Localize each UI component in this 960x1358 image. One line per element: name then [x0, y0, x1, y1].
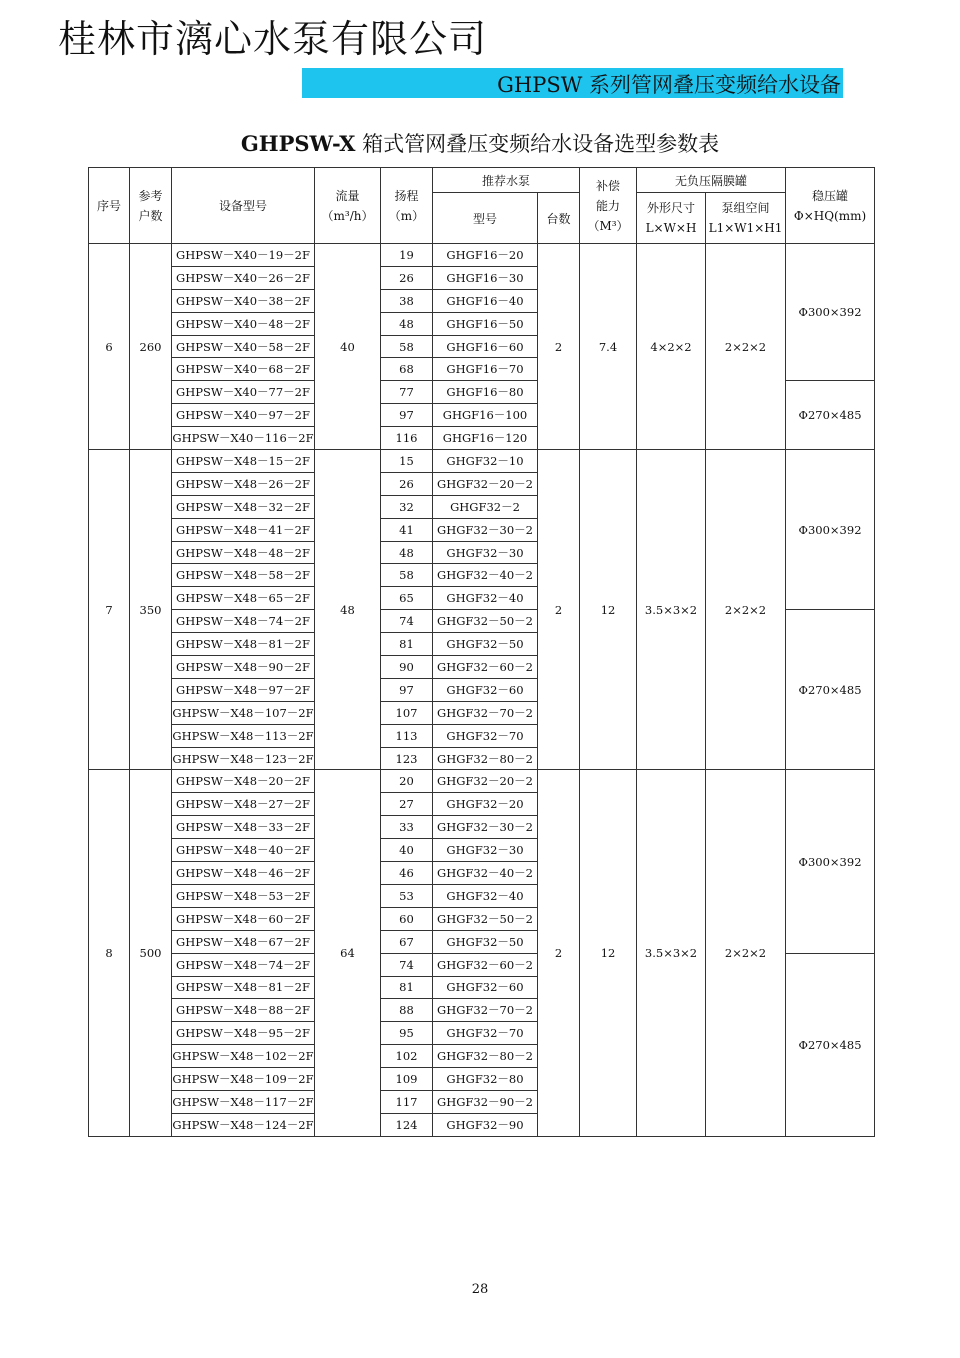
- pump-model-cell: GHGF16－20: [433, 244, 538, 267]
- head-cell: 58: [381, 564, 433, 587]
- head-cell: 65: [381, 587, 433, 610]
- pump-model-cell: GHGF32－60: [433, 678, 538, 701]
- pump-model-cell: GHGF16－70: [433, 358, 538, 381]
- model-cell: GHPSW－X48－26－2F: [172, 472, 315, 495]
- pump-model-cell: GHGF32－20: [433, 793, 538, 816]
- pump-model-cell: GHGF32－30－2: [433, 518, 538, 541]
- pump-model-cell: GHGF32－50: [433, 633, 538, 656]
- model-cell: GHPSW－X48－65－2F: [172, 587, 315, 610]
- header-compensation: 补偿 能力 （M³）: [580, 168, 637, 244]
- head-cell: 58: [381, 335, 433, 358]
- head-cell: 102: [381, 1045, 433, 1068]
- head-cell: 90: [381, 656, 433, 679]
- households-cell: 500: [130, 770, 172, 1136]
- header-head: 扬程 （m）: [381, 168, 433, 244]
- tank-dimensions-cell: 4×2×2: [637, 244, 706, 450]
- model-cell: GHPSW－X48－53－2F: [172, 884, 315, 907]
- head-cell: 77: [381, 381, 433, 404]
- page-number: 28: [471, 1282, 489, 1297]
- pump-model-cell: GHGF32－90: [433, 1113, 538, 1136]
- flow-cell: 64: [315, 770, 381, 1136]
- header-households: 参考 户数: [130, 168, 172, 244]
- model-cell: GHPSW－X48－27－2F: [172, 793, 315, 816]
- head-cell: 20: [381, 770, 433, 793]
- header-pump-model: 型号: [433, 193, 538, 244]
- head-cell: 97: [381, 678, 433, 701]
- model-cell: GHPSW－X40－116－2F: [172, 427, 315, 450]
- header-pump-count: 台数: [538, 193, 580, 244]
- pump-model-cell: GHGF32－50: [433, 930, 538, 953]
- pump-model-cell: GHGF32－70: [433, 724, 538, 747]
- model-cell: GHPSW－X40－26－2F: [172, 266, 315, 289]
- header-tank-dimensions: 外形尺寸 L×W×H: [637, 193, 706, 244]
- head-cell: 32: [381, 495, 433, 518]
- head-cell: 41: [381, 518, 433, 541]
- pump-model-cell: GHGF32－70: [433, 1022, 538, 1045]
- model-cell: GHPSW－X40－38－2F: [172, 289, 315, 312]
- header-flow: 流量 （m³/h）: [315, 168, 381, 244]
- model-cell: GHPSW－X40－48－2F: [172, 312, 315, 335]
- model-cell: GHPSW－X48－74－2F: [172, 610, 315, 633]
- series-banner-text: GHPSW 系列管网叠压变频给水设备: [497, 73, 841, 97]
- head-cell: 68: [381, 358, 433, 381]
- head-cell: 48: [381, 312, 433, 335]
- head-cell: 88: [381, 999, 433, 1022]
- pump-count-cell: 2: [538, 450, 580, 770]
- head-cell: 26: [381, 266, 433, 289]
- households-cell: 350: [130, 450, 172, 770]
- model-cell: GHPSW－X48－32－2F: [172, 495, 315, 518]
- model-cell: GHPSW－X48－58－2F: [172, 564, 315, 587]
- stabilizer-cell: Φ270×485: [786, 381, 875, 450]
- head-cell: 74: [381, 610, 433, 633]
- pump-model-cell: GHGF32－70－2: [433, 701, 538, 724]
- model-cell: GHPSW－X48－41－2F: [172, 518, 315, 541]
- pump-space-cell: 2×2×2: [706, 244, 786, 450]
- head-cell: 81: [381, 976, 433, 999]
- tank-dimensions-cell: 3.5×3×2: [637, 770, 706, 1136]
- head-cell: 109: [381, 1068, 433, 1091]
- head-cell: 107: [381, 701, 433, 724]
- stabilizer-cell: Φ300×392: [786, 244, 875, 381]
- pump-model-cell: GHGF32－50－2: [433, 907, 538, 930]
- head-cell: 67: [381, 930, 433, 953]
- compensation-cell: 12: [580, 770, 637, 1136]
- model-cell: GHPSW－X40－19－2F: [172, 244, 315, 267]
- head-cell: 27: [381, 793, 433, 816]
- seq-cell: 8: [89, 770, 130, 1136]
- model-cell: GHPSW－X48－33－2F: [172, 816, 315, 839]
- model-cell: GHPSW－X48－90－2F: [172, 656, 315, 679]
- model-cell: GHPSW－X48－67－2F: [172, 930, 315, 953]
- pump-model-cell: GHGF32－20－2: [433, 472, 538, 495]
- pump-count-cell: 2: [538, 770, 580, 1136]
- header-stabilizer: 稳压罐 Φ×HQ(mm): [786, 168, 875, 244]
- model-cell: GHPSW－X48－117－2F: [172, 1090, 315, 1113]
- stabilizer-cell: Φ300×392: [786, 770, 875, 953]
- model-cell: GHPSW－X48－88－2F: [172, 999, 315, 1022]
- pump-model-cell: GHGF16－40: [433, 289, 538, 312]
- flow-cell: 48: [315, 450, 381, 770]
- head-cell: 60: [381, 907, 433, 930]
- model-cell: GHPSW－X48－109－2F: [172, 1068, 315, 1091]
- header-tank-group: 无负压隔膜罐: [637, 168, 786, 193]
- pump-model-cell: GHGF16－100: [433, 404, 538, 427]
- head-cell: 48: [381, 541, 433, 564]
- pump-model-cell: GHGF32－60: [433, 976, 538, 999]
- seq-cell: 6: [89, 244, 130, 450]
- pump-space-cell: 2×2×2: [706, 770, 786, 1136]
- model-cell: GHPSW－X40－68－2F: [172, 358, 315, 381]
- model-cell: GHPSW－X48－81－2F: [172, 976, 315, 999]
- model-cell: GHPSW－X48－81－2F: [172, 633, 315, 656]
- header-model: 设备型号: [172, 168, 315, 244]
- series-banner: [302, 68, 843, 98]
- pump-model-cell: GHGF32－40－2: [433, 564, 538, 587]
- model-cell: GHPSW－X40－58－2F: [172, 335, 315, 358]
- compensation-cell: 12: [580, 450, 637, 770]
- model-cell: GHPSW－X48－102－2F: [172, 1045, 315, 1068]
- head-cell: 117: [381, 1090, 433, 1113]
- head-cell: 124: [381, 1113, 433, 1136]
- spec-table-body: [89, 244, 875, 1137]
- head-cell: 116: [381, 427, 433, 450]
- model-cell: GHPSW－X48－124－2F: [172, 1113, 315, 1136]
- table-row: [89, 244, 875, 267]
- pump-model-cell: GHGF16－60: [433, 335, 538, 358]
- seq-cell: 7: [89, 450, 130, 770]
- model-cell: GHPSW－X48－74－2F: [172, 953, 315, 976]
- model-cell: GHPSW－X48－48－2F: [172, 541, 315, 564]
- model-cell: GHPSW－X48－95－2F: [172, 1022, 315, 1045]
- company-name: 桂林市漓心水泵有限公司: [58, 17, 488, 61]
- spec-table: [88, 167, 875, 1137]
- pump-model-cell: GHGF32－40－2: [433, 862, 538, 885]
- header-seq: 序号: [89, 168, 130, 244]
- tank-dimensions-cell: 3.5×3×2: [637, 450, 706, 770]
- pump-model-cell: GHGF32－80: [433, 1068, 538, 1091]
- pump-model-cell: GHGF32－70－2: [433, 999, 538, 1022]
- model-cell: GHPSW－X48－123－2F: [172, 747, 315, 770]
- pump-model-cell: GHGF16－120: [433, 427, 538, 450]
- model-cell: GHPSW－X48－20－2F: [172, 770, 315, 793]
- pump-model-cell: GHGF32－60－2: [433, 656, 538, 679]
- pump-model-cell: GHGF32－40: [433, 587, 538, 610]
- compensation-cell: 7.4: [580, 244, 637, 450]
- head-cell: 97: [381, 404, 433, 427]
- model-cell: GHPSW－X48－107－2F: [172, 701, 315, 724]
- pump-model-cell: GHGF32－80－2: [433, 747, 538, 770]
- table-title-text: 箱式管网叠压变频给水设备选型参数表: [355, 132, 720, 156]
- model-cell: GHPSW－X48－15－2F: [172, 450, 315, 473]
- pump-model-cell: GHGF32－90－2: [433, 1090, 538, 1113]
- head-cell: 26: [381, 472, 433, 495]
- flow-cell: 40: [315, 244, 381, 450]
- households-cell: 260: [130, 244, 172, 450]
- head-cell: 46: [381, 862, 433, 885]
- pump-model-cell: GHGF32－80－2: [433, 1045, 538, 1068]
- model-cell: GHPSW－X48－40－2F: [172, 839, 315, 862]
- head-cell: 40: [381, 839, 433, 862]
- model-cell: GHPSW－X40－77－2F: [172, 381, 315, 404]
- pump-model-cell: GHGF32－30: [433, 839, 538, 862]
- head-cell: 19: [381, 244, 433, 267]
- model-cell: GHPSW－X40－97－2F: [172, 404, 315, 427]
- table-row: [89, 450, 875, 473]
- pump-model-cell: GHGF32－2: [433, 495, 538, 518]
- table-row: [89, 770, 875, 793]
- header-pump-space: 泵组空间 L1×W1×H1: [706, 193, 786, 244]
- model-cell: GHPSW－X48－46－2F: [172, 862, 315, 885]
- pump-model-cell: GHGF32－30－2: [433, 816, 538, 839]
- head-cell: 74: [381, 953, 433, 976]
- head-cell: 123: [381, 747, 433, 770]
- model-cell: GHPSW－X48－60－2F: [172, 907, 315, 930]
- header-pump-group: 推荐水泵: [433, 168, 580, 193]
- stabilizer-cell: Φ300×392: [786, 450, 875, 610]
- head-cell: 38: [381, 289, 433, 312]
- head-cell: 95: [381, 1022, 433, 1045]
- stabilizer-cell: Φ270×485: [786, 610, 875, 770]
- pump-model-cell: GHGF32－60－2: [433, 953, 538, 976]
- pump-model-cell: GHGF32－20－2: [433, 770, 538, 793]
- pump-model-cell: GHGF32－40: [433, 884, 538, 907]
- head-cell: 53: [381, 884, 433, 907]
- pump-count-cell: 2: [538, 244, 580, 450]
- stabilizer-cell: Φ270×485: [786, 953, 875, 1136]
- table-title: [0, 128, 960, 158]
- model-cell: GHPSW－X48－113－2F: [172, 724, 315, 747]
- head-cell: 33: [381, 816, 433, 839]
- pump-model-cell: GHGF16－50: [433, 312, 538, 335]
- pump-model-cell: GHGF32－10: [433, 450, 538, 473]
- head-cell: 81: [381, 633, 433, 656]
- pump-model-cell: GHGF16－80: [433, 381, 538, 404]
- head-cell: 15: [381, 450, 433, 473]
- model-cell: GHPSW－X48－97－2F: [172, 678, 315, 701]
- pump-model-cell: GHGF32－30: [433, 541, 538, 564]
- table-title-prefix: GHPSW-X: [240, 131, 356, 156]
- pump-model-cell: GHGF32－50－2: [433, 610, 538, 633]
- head-cell: 113: [381, 724, 433, 747]
- pump-space-cell: 2×2×2: [706, 450, 786, 770]
- pump-model-cell: GHGF16－30: [433, 266, 538, 289]
